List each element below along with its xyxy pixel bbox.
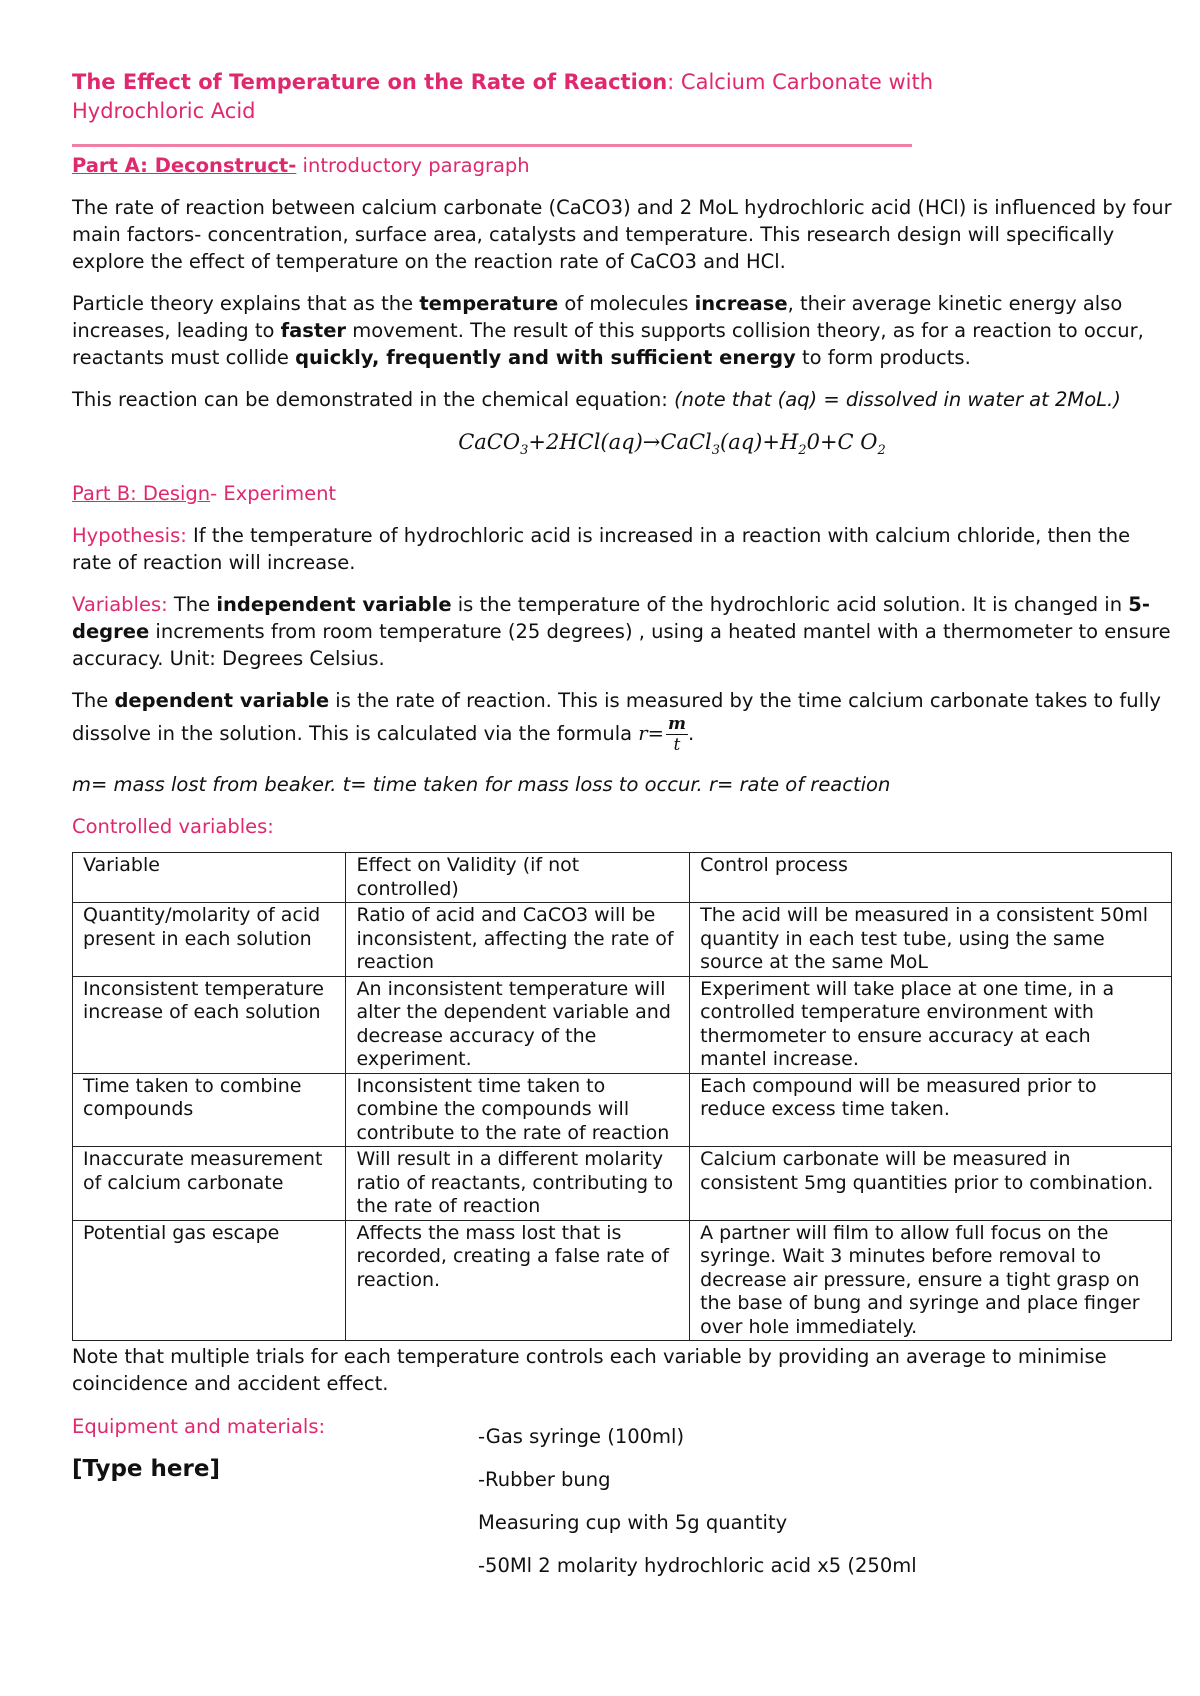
table-row: [73, 1073, 1172, 1147]
variables-label: Variables:: [72, 593, 168, 617]
table-header-cell: Control process: [690, 853, 1172, 903]
list-item: -50Ml 2 molarity hydrochloric acid x5 (250ml: [478, 1554, 917, 1578]
table-row: [73, 1147, 1172, 1221]
controlled-variables-table: [72, 852, 1172, 1341]
table-header-cell: Effect on Validity (if not controlled): [346, 853, 690, 903]
equipment-left-column: [72, 1413, 325, 1483]
title-rest-line2: Hydrochloric Acid: [72, 99, 256, 123]
equipment-list: [478, 1423, 917, 1595]
table-cell: Time taken to combine compounds: [73, 1073, 346, 1147]
table-cell: Affects the mass lost that is recorded, creating a false rate of reaction.: [346, 1220, 690, 1341]
controlled-variables-label: Controlled variables:: [72, 815, 274, 839]
table-cell: Ratio of acid and CaCO3 will be inconsistent, affecting the rate of reaction: [346, 903, 690, 977]
table-cell: Calcium carbonate will be measured in consistent 5mg quantities prior to combination.: [690, 1147, 1172, 1221]
table-cell: The acid will be measured in a consistent 50ml quantity in each test tube, using the same source at the same MoL: [690, 903, 1172, 977]
part-a-heading: [72, 152, 1172, 179]
hypothesis-paragraph: Hypothesis: If the temperature of hydrochloric acid is increased in a reaction with calcium chloride, then the rate of reaction will increase.: [72, 524, 1131, 575]
table-header-row: [73, 853, 1172, 903]
equation-note: (note that (aq) = dissolved in water at 2MoL.): [674, 388, 1121, 411]
table-cell: Experiment will take place at one time, in a controlled temperature environment with thermometer to ensure accuracy at each mantel increase.: [690, 976, 1172, 1073]
table-header-cell: Variable: [73, 853, 346, 903]
equipment-label: Equipment and materials:: [72, 1415, 326, 1439]
dependent-variable-paragraph: The dependent variable is the rate of reaction. This is measured by the time calcium carbonate takes to fully dissolve in the solution. This is calculated via the formula r= $\frac{m}{t}$ .: [72, 689, 1161, 756]
table-cell: Will result in a different molarity ratio of reactants, contributing to the rate of reaction: [346, 1147, 690, 1221]
rate-formula-fraction: $\frac{m}{t}$: [667, 714, 686, 756]
list-item: -Gas syringe (100ml): [478, 1425, 685, 1449]
table-cell: An inconsistent temperature will alter the dependent variable and decrease accuracy of the experiment.: [346, 976, 690, 1073]
trials-note: Note that multiple trials for each temperature controls each variable by providing an average to minimise coincidence and accident effect.: [72, 1345, 1107, 1396]
hypothesis-label: Hypothesis:: [72, 524, 187, 548]
independent-variable-paragraph: Variables: The independent variable is the temperature of the hydrochloric acid solution. It is changed in 5-degree increments from room temperature (25 degrees) , using a heated mantel with a thermometer to ensure accuracy. Unit: Degrees Celsius.: [72, 593, 1171, 671]
list-item: -Rubber bung: [478, 1468, 611, 1492]
type-here-placeholder[interactable]: [Type here]: [72, 1456, 220, 1483]
list-item: Measuring cup with 5g quantity: [478, 1511, 788, 1535]
table-cell: Inconsistent temperature increase of each solution: [73, 976, 346, 1073]
table-cell: Inconsistent time taken to combine the compounds will contribute to the rate of reaction: [346, 1073, 690, 1147]
table-row: [73, 903, 1172, 977]
table-cell: Potential gas escape: [73, 1220, 346, 1341]
intro-paragraph-2: Particle theory explains that as the temperature of molecules increase, their average kinetic energy also increases, leading to faster movement. The result of this supports collision theory, as for a reaction to occur, reactants must collide quickly, frequently and with sufficient energy to form products.: [72, 292, 1144, 369]
table-row: [73, 976, 1172, 1073]
equipment-section: [72, 1413, 1172, 1613]
formula-legend: m= mass lost from beaker. t= time taken for mass loss to occur. r= rate of reaction: [72, 773, 891, 797]
table-row: [73, 1220, 1172, 1341]
intro-paragraph-1: The rate of reaction between calcium carbonate (CaCO3) and 2 MoL hydrochloric acid (HCl) is influenced by four main factors- concentration, surface area, catalysts and temperature. This research design will specifically explore the effect of temperature on the reaction rate of CaCO3 and HCl.: [72, 196, 1172, 273]
table-cell: Each compound will be measured prior to reduce excess time taken.: [690, 1073, 1172, 1147]
table-cell: Quantity/molarity of acid present in each solution: [73, 903, 346, 977]
part-a-subheading: introductory paragraph: [296, 154, 530, 177]
part-b-heading: Part B: Design- Experiment: [72, 482, 337, 506]
part-a-heading-bold: Part A: Deconstruct-: [72, 154, 297, 177]
table-cell: Inaccurate measurement of calcium carbonate: [73, 1147, 346, 1221]
chemical-equation: $CaCO_3+2HCl(aq)\to CaCl_3(aq)+H_20+C$ $O_2$: [458, 430, 886, 459]
formula-lhs: r=: [638, 722, 664, 746]
table-cell: A partner will film to allow full focus on the syringe. Wait 3 minutes before removal to decrease air pressure, ensure a tight grasp on the base of bung and syringe and place finger over hole immediately.: [690, 1220, 1172, 1341]
intro-paragraph-3: This reaction can be demonstrated in the chemical equation: (note that (aq) = dissolved in water at 2MoL.): [72, 388, 1121, 411]
title-bold: The Effect of Temperature on the Rate of Reaction: [72, 70, 668, 94]
document-page: [72, 68, 1172, 1613]
title-rest-line1: : Calcium Carbonate with: [667, 70, 933, 94]
document-title: [72, 68, 1172, 126]
